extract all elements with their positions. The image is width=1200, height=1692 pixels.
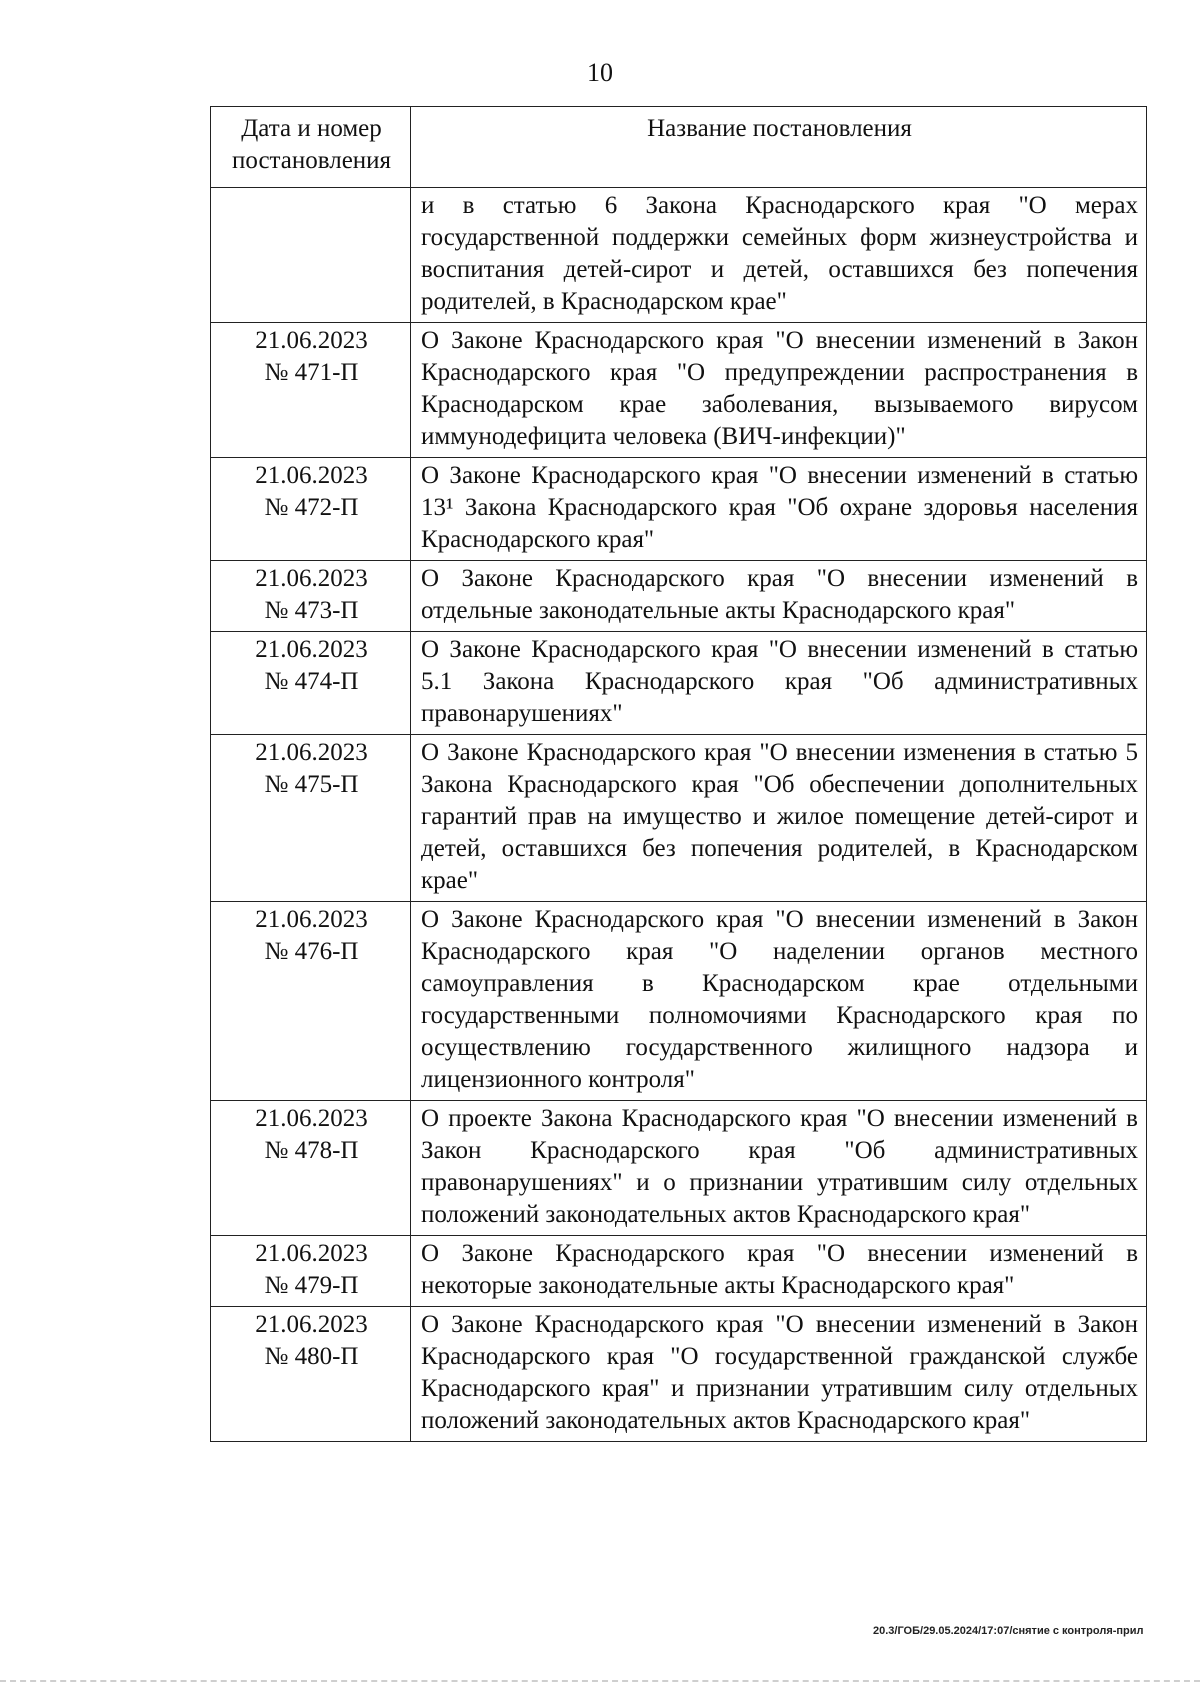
date-cell [211,735,411,902]
decree-date: 21.06.2023 [255,462,368,489]
decree-date: 21.06.2023 [255,565,368,592]
decree-number: № 474-П [264,668,359,695]
decree-title: О Законе Краснодарского края "О внесении изменений в статью 5.1 Закона Краснодарского края "Об административных правонарушениях" [411,632,1147,735]
date-cell [211,1307,411,1442]
date-cell [211,1101,411,1236]
footer-control-code: 20.3/ГОБ/29.05.2024/17:07/снятие с контроля-прил [873,1625,1144,1637]
decree-date: 21.06.2023 [255,1105,368,1132]
decree-number: № 471-П [264,359,359,386]
table-row [211,458,1147,561]
scan-edge-line [0,1680,1200,1682]
table-row [211,902,1147,1101]
decree-title: О Законе Краснодарского края "О внесении изменений в некоторые законодательные акты Краснодарского края" [411,1236,1147,1307]
decree-number: № 472-П [264,494,359,521]
table-row [211,1101,1147,1236]
decree-number: № 480-П [264,1343,359,1370]
decree-number: № 476-П [264,938,359,965]
header-title: Название постановления [411,107,1147,188]
date-cell [211,561,411,632]
decree-date: 21.06.2023 [255,1311,368,1338]
table-row [211,323,1147,458]
decree-date: 21.06.2023 [255,327,368,354]
decrees-table [210,106,1147,1442]
table-row [211,188,1147,323]
decree-title: и в статью 6 Закона Краснодарского края "О мерах государственной поддержки семейных форм жизнеустройства и воспитания детей-сирот и детей, оставшихся без попечения родителей, в Краснодарском крае" [411,188,1147,323]
decree-title: О Законе Краснодарского края "О внесении изменений в статью 13¹ Закона Краснодарского края "Об охране здоровья населения Краснодарского края" [411,458,1147,561]
decree-number: № 478-П [264,1137,359,1164]
page-number: 10 [587,58,613,87]
table-header-row [211,107,1147,188]
table-row [211,735,1147,902]
decree-date: 21.06.2023 [255,636,368,663]
decree-date: 21.06.2023 [255,906,368,933]
table-row [211,561,1147,632]
decree-number: № 479-П [264,1272,359,1299]
header-date-number: Дата и номер постановления [211,107,411,188]
decree-title: О Законе Краснодарского края "О внесении изменений в отдельные законодательные акты Краснодарского края" [411,561,1147,632]
decree-title: О Законе Краснодарского края "О внесении изменения в статью 5 Закона Краснодарского края "Об обеспечении дополнительных гарантий прав на имущество и жилое помещение детей-сирот и детей, оставшихся без попечения родителей, в Краснодарском крае" [411,735,1147,902]
table-row [211,1236,1147,1307]
decree-date: 21.06.2023 [255,1240,368,1267]
decree-number: № 475-П [264,771,359,798]
date-cell [211,188,411,323]
decree-title: О Законе Краснодарского края "О внесении изменений в Закон Краснодарского края "О предупреждении распространения в Краснодарском крае заболевания, вызываемого вирусом иммунодефицита человека (ВИЧ-инфекции)" [411,323,1147,458]
date-cell [211,1236,411,1307]
table-row [211,632,1147,735]
table-row [211,1307,1147,1442]
date-cell [211,902,411,1101]
date-cell [211,632,411,735]
date-cell [211,323,411,458]
date-cell [211,458,411,561]
decree-title: О проекте Закона Краснодарского края "О внесении изменений в Закон Краснодарского края "Об административных правонарушениях" и о признании утратившим силу отдельных положений законодательных актов Краснодарского края" [411,1101,1147,1236]
decree-date: 21.06.2023 [255,739,368,766]
decree-title: О Законе Краснодарского края "О внесении изменений в Закон Краснодарского края "О государственной гражданской службе Краснодарского края" и признании утратившим силу отдельных положений законодательных актов Краснодарского края" [411,1307,1147,1442]
decree-title: О Законе Краснодарского края "О внесении изменений в Закон Краснодарского края "О наделении органов местного самоуправления в Краснодарском крае отдельными государственными полномочиями Краснодарского края по осуществлению государственного жилищного надзора и лицензионного контроля" [411,902,1147,1101]
decree-number: № 473-П [264,597,359,624]
